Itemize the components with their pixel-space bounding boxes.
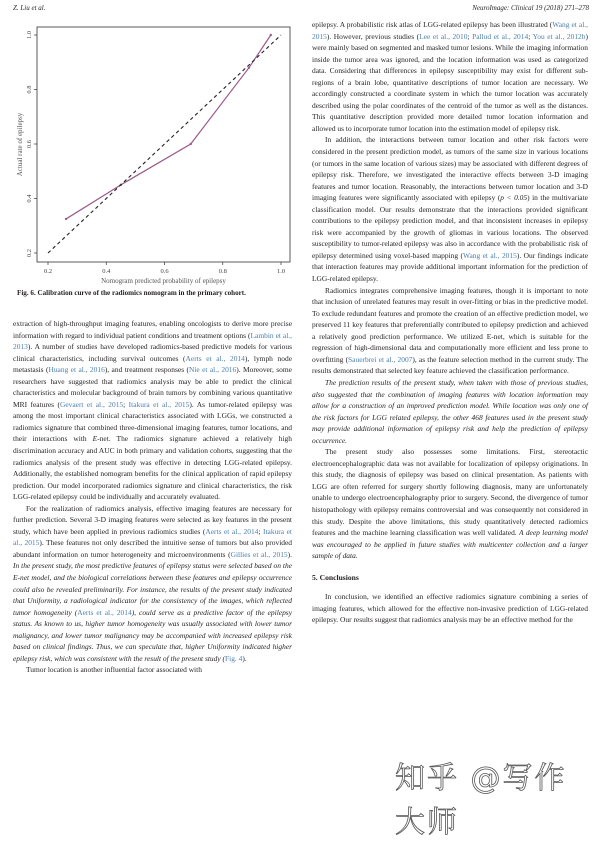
paragraph: extraction of high-throughput imaging features, enabling oncologists to derive more precise information with regard to individual patient conditions and treatment options (Lambin et al., 2013). A number of studies have developed radiomics-based predictive models for various clinical characteristics, including survival outcomes (Aerts et al., 2014), lymph node metastasis (Huang et al., 2016), and treatment responses (Nie et al., 2016). Moreover, some researchers have suggested that radiomics analysis may be able to predict the clinical characteristics and molecular background of brain tumors by combining various quantitative MRI features (Gevaert et al., 2015; Itakura et al., 2015). As tumor-related epilepsy was among the most important clinical characteristics associated with LGGs, we constructed a radiomics signature that combined three-dimensional imaging features, tumor locations, and their interactions with E-net. The radiomics signature achieved a relatively high discrimination accuracy and AUC in both primary and validation cohorts, suggesting that the radiomics analysis of the present study was effective in detecting LGG-related epilepsy. Additionally, the established nomogram benefits for the clinical application of rapid epilepsy prediction. Our model incorporated radiomics signature and clinical characteristics, the risk LGG-related epilepsy could be individually and accurately evaluated.: [13, 319, 293, 502]
citation-link[interactable]: Pallud et al., 2014: [472, 31, 529, 41]
calibration-line: [66, 35, 271, 219]
calibration-figure: [0, 18, 303, 308]
y-tick-label: 0.2: [26, 248, 33, 258]
y-tick-label: 0.8: [26, 85, 33, 94]
citation-link[interactable]: Aerts et al., 2014: [77, 607, 132, 617]
citation-link[interactable]: Gevaert et al., 2015: [59, 399, 124, 409]
paragraph: In conclusion, we identified an effective radiomics signature combining a series of imaging features, which allowed for the effective non-invasive prediction of LGG-related epilepsy. Our results suggest that radiomics analysis may be an effective method for the: [312, 592, 588, 625]
running-head-authors: Z. Liu et al.: [13, 4, 46, 12]
data-point: [65, 218, 67, 220]
citation-link[interactable]: Huang et al., 2016: [48, 365, 105, 375]
citation-link[interactable]: You et al., 2012b: [532, 31, 586, 41]
citation-link[interactable]: Aerts et al., 2014: [205, 526, 259, 536]
section-heading: 5. Conclusions: [312, 572, 359, 582]
left-column: [13, 318, 292, 676]
y-tick-label: 0.4: [26, 194, 33, 203]
paragraph: The present study also possesses some limitations. First, stereotactic electroencephalographic data was not available for localization of epilepsy originations. In this study, the diagnosis of epilepsy was based on clinical presentation. As patients with LGG are often referred for surgery shortly following diagnosis, many are unfortunately unable to undergo electroencephalography prior to surgery. Second, the divergence of tumor histopathology with epilepsy remains controversial and was consequently not considered in this study. Despite the above limitations, this study quantitatively detected radiomics features and the machine learning classification was well validated. A deep learning model was encouraged to be applied in future studies with multicenter collection and a larger sample of data.: [312, 447, 589, 561]
citation-link[interactable]: Sauerbrei et al., 2007: [348, 354, 413, 364]
figure-caption: Fig. 6. Calibration curve of the radiomics nomogram in the primary cohort.: [17, 289, 246, 297]
y-axis-label: Actual rate of epilepsy: [16, 112, 24, 177]
citation-link[interactable]: Aerts et al., 2014: [185, 353, 245, 363]
data-point: [190, 143, 192, 145]
x-tick-label: 0.6: [160, 268, 169, 275]
x-axis-label: Nomogram predicted probability of epilepsy: [101, 277, 226, 285]
y-tick-label: 0.6: [26, 139, 33, 149]
data-point: [248, 67, 250, 69]
paragraph: Radiomics integrates comprehensive imaging features, though it is important to note that inclusion of unrelated features may result in over-fitting or bias in the predictive model. To exclude redundant features and promote the creation of an effective prediction model, we preserved 11 key features that preferentially contributed to epilepsy prediction and achieved a relatively good prediction performance. We utilized E-net, which is suitable for the regression of high-dimensional data and computationally more efficient and less prone to overfitting (Sauerbrei et al., 2007), as the feature selection method in the current study. The results demonstrated that selected key feature achieved the classification performance.: [312, 285, 589, 376]
paragraph: epilepsy. A probabilistic risk atlas of LGG-related epilepsy has been illustrated (Wang et al., 2015). However, previous studies (Lee et al., 2010; Pallud et al., 2014; You et al., 2012b) were mainly based on segmented and masked tumor lesions. While the imaging information inside the tumor area was ignored, and the location information was used as categorized data. Considering that differences in epilepsy susceptibility may exist for different sub-regions of a brain lobe, quantitative descriptions of tumor location are necessary. We accordingly constructed a coordinate system in which the tumor location was accurately described using the polar coordinates of the centroid of the tumor as well as the distances. This quantitative description provided more detailed tumor location information and allowed us to incorporate tumor location into the estimation model of epilepsy risk.: [312, 20, 588, 133]
y-tick-label: 1.0: [26, 30, 33, 40]
paragraph: The prediction results of the present study, when taken with those of previous studies, also suggested that the combination of imaging features with location information may allow for a construction of an improved prediction model. While location was only one of the risk factors for LGG related epilepsy, the other 468 features used in the present study may provide additional information of epilepsy risk and help the prediction of epilepsy occurrence.: [312, 377, 588, 445]
citation-link[interactable]: Gillies et al., 2015: [230, 549, 288, 559]
ideal-diagonal-line: [48, 35, 281, 253]
x-tick-label: 0.2: [43, 268, 53, 275]
citation-link[interactable]: Lee et al., 2010: [419, 31, 468, 41]
x-tick-label: 0.4: [102, 268, 111, 275]
citation-link[interactable]: Wang et al., 2015: [463, 250, 517, 260]
paragraph: For the realization of radiomics analysis, effective imaging features are necessary for further prediction. Several 3-D imaging features were selected as key features in the present study, which have been applied in previous radiomics studies (Aerts et al., 2014; Itakura et al., 2015). These features not only described the intuitive sense of tumors but also provided abundant information on tumor heterogeneity and microenvironments (Gillies et al., 2015). In the present study, the most predictive features of epilepsy status were selected based on the E-net model, and the biological correlations between these features and epilepsy occurrence could also be revealed preliminarily. For instance, the results of the present study indicated that Uniformity, a radiological indicator for the consistency of the images, which reflected tumor homogeneity (Aerts et al., 2014), could serve as a predictive factor of the epilepsy status. As known to us, higher tumor homogeneity was usually associated with lower tumor malignancy, and lower tumor malignancy may be accompanied with increased epilepsy risk based on clinical findings. Thus, we can speculate that, higher Uniformity indicated higher epilepsy risk, which was consistent with the result of the present study (Fig. 4).: [13, 503, 292, 663]
citation-link[interactable]: Wang et al., 2015: [312, 20, 588, 41]
x-tick-label: 0.8: [218, 268, 227, 275]
figure-link[interactable]: Fig. 4: [225, 653, 243, 663]
running-head-journal: NeuroImage: Clinical 19 (2018) 271–278: [472, 4, 589, 12]
citation-link[interactable]: Itakura et al., 2015: [13, 526, 292, 548]
citation-link[interactable]: Itakura et al., 2015: [128, 399, 190, 409]
data-point: [270, 34, 272, 36]
citation-link[interactable]: Nie et al., 2016: [188, 365, 237, 375]
right-column: [312, 19, 588, 626]
watermark: 知乎 @写作大师: [395, 761, 567, 840]
paragraph: In addition, the interactions between tumor location and other risk factors were considered in the present prediction model, as tumors of the same size in various locations (or tumors in the same location of various sizes) may be associated with different degrees of epilepsy risk. Therefore, we investigated the interactive effects between 3-D imaging features and tumor location. Reasonably, the interactions between tumor location and 3-D imaging features were significantly associated with epilepsy (p < 0.05) in the multivariate classification model. Our results demonstrate that the interactions provided significant contributions to the epilepsy prediction model, and that inconsistent increases in epilepsy risk were accompanied by the growth of gliomas in various locations. The observed susceptibility to tumor-related epilepsy was also in accordance with the probabilistic risk of epilepsy determined using voxel-based mapping (Wang et al., 2015). Our findings indicate that interaction features may provide additional important information for the prediction of LGG-related epilepsy.: [312, 135, 588, 284]
paragraph: Tumor location is another influential factor associated with: [26, 665, 202, 675]
citation-link[interactable]: Lambin et al., 2013: [13, 330, 293, 352]
calibration-chart: [0, 18, 303, 308]
x-tick-label: 1.0: [276, 268, 286, 275]
